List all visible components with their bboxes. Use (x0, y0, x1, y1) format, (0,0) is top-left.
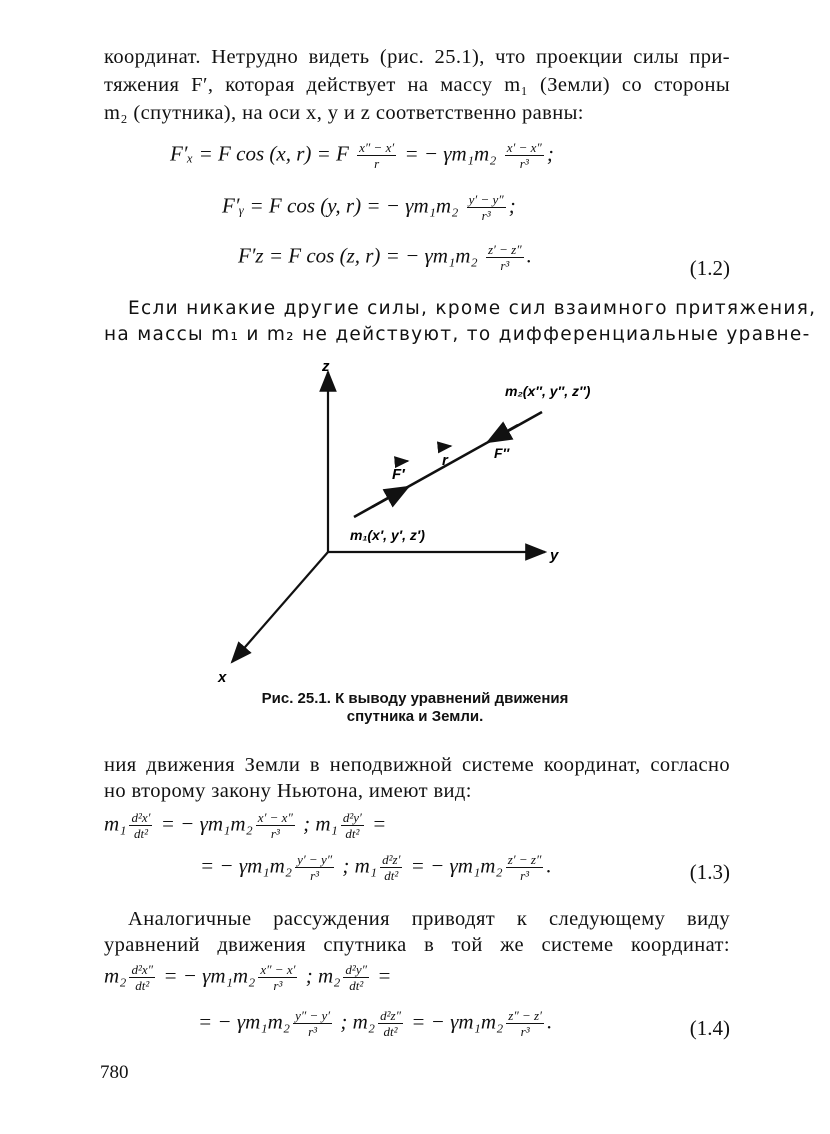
denominator: dt² (345, 826, 360, 841)
para3-line-2: но второму закону Ньютона, имеют вид: (104, 780, 472, 802)
f1-vector-bar (396, 461, 408, 462)
denominator: r³ (519, 156, 529, 171)
denominator: r³ (520, 1024, 530, 1039)
m2-label: m₂(x″, y″, z″) (505, 383, 591, 399)
denominator: dt² (384, 868, 399, 883)
eq-text: F′ᵧ = F cos (y, r) = − γm₁m₂ (222, 193, 459, 218)
fraction (256, 810, 295, 841)
axis-x-line (232, 552, 328, 662)
numerator: y″ − y′ (295, 1008, 331, 1023)
numerator: z′ − z″ (487, 242, 522, 257)
denominator: r³ (500, 258, 510, 273)
numerator: z′ − z″ (507, 852, 542, 867)
denominator: r³ (310, 868, 320, 883)
m1-label: m₁(x′, y′, z′) (350, 527, 425, 543)
axis-x-label: x (218, 669, 227, 686)
para3-line-1: ния движения Земли в неподвижной системе координат, согласно (104, 754, 730, 776)
fraction (380, 852, 402, 883)
fraction (506, 852, 544, 883)
denominator: dt² (133, 826, 148, 841)
denominator: r³ (273, 978, 283, 993)
equation-1-2-line-3: F′z = F cos (z, r) = − γm₁m₂ $\frac{z' - z''}{\text{r³}}$ . (238, 242, 532, 273)
eq-text: = − γm₁m₂ (160, 811, 253, 836)
eq-text: ; m₁ (303, 811, 338, 836)
figure-caption-line-1: Рис. 25.1. К выводу уравнений движения (261, 690, 569, 707)
equation-1-3-line-1 (104, 810, 386, 841)
eq-text: m₂ (104, 963, 127, 988)
para4-line-2: уравнений движения спутника в той же системе координат: (104, 934, 730, 956)
axis-y-label: y (550, 547, 559, 564)
fraction (378, 1008, 403, 1039)
axis-z-label: z (322, 358, 330, 375)
numerator: d²y′ (342, 810, 362, 825)
numerator: d²y″ (345, 962, 368, 977)
eq-text: F′ₓ = F cos (x, r) = F (170, 141, 349, 166)
fraction (506, 1008, 544, 1039)
eq-text: = (377, 963, 392, 988)
force-f2-arrow (488, 425, 518, 442)
f1-label: F′ (392, 466, 405, 483)
equation-1-2-line-1: F′ₓ = F cos (x, r) = F $\frac{x'' - x'}{r}$ = − γm₁m₂ $\frac{x' - x''}{\text{r³}}$ ; (170, 140, 554, 171)
fraction (129, 962, 155, 993)
eq-text: m₁ (104, 811, 127, 836)
fraction (293, 1008, 332, 1039)
denominator: dt² (383, 1024, 398, 1039)
eq-text: ; m₁ (342, 853, 378, 878)
equation-number-1-3: (1.3) (689, 860, 730, 884)
denominator: r³ (270, 826, 280, 841)
numerator: d²z′ (382, 852, 401, 867)
figure-caption-line-2: спутника и Земли. (346, 708, 484, 725)
numerator: z″ − z′ (508, 1008, 542, 1023)
eq-text: = − γm₁m₂ (404, 141, 497, 166)
para2-line-1: Если никакие другие силы, кроме сил взаимного притяжения, (128, 298, 817, 319)
fraction (295, 852, 334, 883)
numerator: x″ − x′ (359, 140, 395, 155)
denominator: r (374, 156, 380, 171)
numerator: d²x″ (131, 962, 154, 977)
force-f1-arrow (372, 487, 408, 507)
equation-1-2-line-2: F′ᵧ = F cos (y, r) = − γm₁m₂ $\frac{y' - y''}{\text{r³}}$ ; (222, 192, 516, 223)
intro-line-2: тяжения F′, которая действует на массу m₁ (Земли) со стороны (104, 74, 730, 96)
fraction (129, 810, 152, 841)
r-vector-bar (441, 446, 451, 447)
intro-line-1: координат. Нетрудно видеть (рис. 25.1), что проекции силы при- (104, 46, 730, 68)
eq-text: ; m₂ (340, 1009, 376, 1034)
equation-number-1-4: (1.4) (689, 1016, 730, 1040)
eq-text: F′z = F cos (z, r) = − γm₁m₂ (238, 243, 478, 268)
page-number: 780 (100, 1062, 129, 1083)
r-label: r (442, 452, 448, 469)
denominator: r³ (308, 1024, 318, 1039)
eq-text: = − γm₁m₂ (200, 853, 293, 878)
equation-1-3-line-2: = − γm₁m₂ $\frac{y' - y''}{\text{r³}}$ ; m₁ $\frac{\text{d²z′}}{\text{dt²}}$ = − γm₁m₂ $\frac{z' - z''}{\text{r³}}$ . (200, 852, 552, 883)
numerator: d²z″ (380, 1008, 401, 1023)
numerator: y′ − y″ (297, 852, 333, 867)
fraction (343, 962, 369, 993)
equation-number-1-2: (1.2) (689, 256, 730, 280)
denominator: r³ (520, 868, 530, 883)
equation-1-4-line-1 (104, 962, 391, 993)
numerator: y′ − y″ (468, 192, 504, 207)
equation-1-4-line-2: = − γm₁m₂ $\frac{y'' - y'}{\text{r³}}$ ; m₂ $\frac{\text{d²z″}}{\text{dt²}}$ = − γm₁m₂ $\frac{z'' - z'}{\text{r³}}$ . (198, 1008, 553, 1039)
fraction (341, 810, 364, 841)
eq-text: ; m₂ (305, 963, 341, 988)
denominator: r³ (481, 208, 491, 223)
eq-text: = − γm₁m₂ (411, 1009, 504, 1034)
para4-line-1: Аналогичные рассуждения приводят к следующему виду (128, 908, 730, 930)
numerator: x′ − x″ (257, 810, 293, 825)
numerator: d²x′ (131, 810, 151, 825)
eq-text: = (372, 811, 387, 836)
eq-text: = − γm₁m₂ (198, 1009, 291, 1034)
para2-line-2: на массы m₁ и m₂ не действуют, то дифференциальные уравне- (104, 324, 811, 345)
denominator: dt² (349, 978, 364, 993)
fraction (258, 962, 297, 993)
denominator: dt² (135, 978, 150, 993)
eq-text: = − γm₁m₂ (410, 853, 503, 878)
numerator: x″ − x′ (260, 962, 296, 977)
f2-label: F″ (494, 445, 510, 461)
numerator: x′ − x″ (506, 140, 542, 155)
intro-line-3: m₂ (спутника), на оси x, y и z соответственно равны: (104, 102, 584, 124)
eq-text: = − γm₁m₂ (163, 963, 256, 988)
